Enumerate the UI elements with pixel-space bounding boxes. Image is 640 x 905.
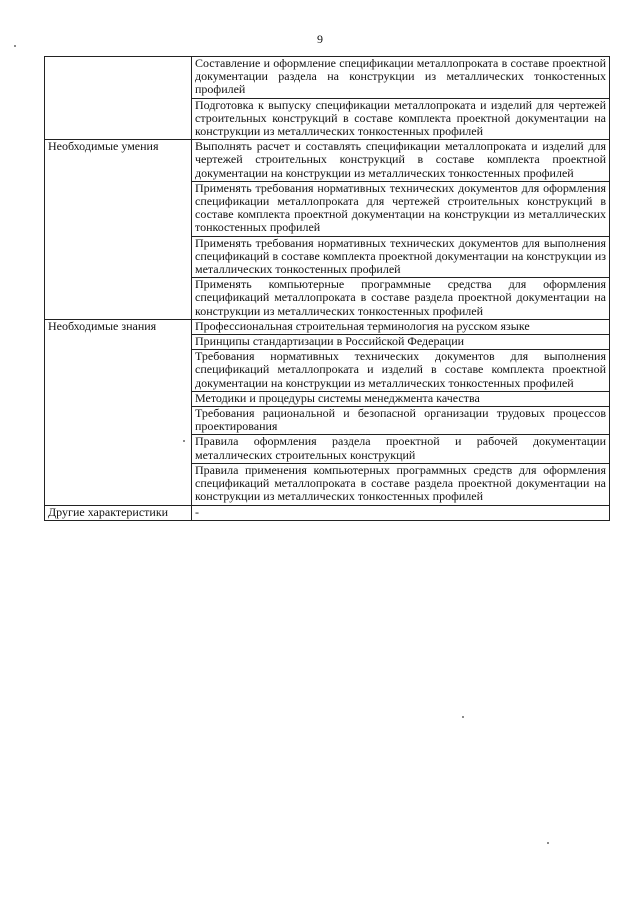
row-group-label: Необходимые умения [45, 140, 192, 320]
requirement-text: Правила применения компьютерных программных средств для оформления спецификаций металлопроката в составе раздела проектной документации на конструкции из металлических тонкостенных профилей [192, 463, 610, 505]
requirement-text: Применять требования нормативных технических документов для оформления спецификации металлопроката для чертежей строительных конструкций в составе комплекта проектной документации на конструкции из металлических тонкостенных профилей [192, 181, 610, 236]
requirement-text: Применять компьютерные программные средства для оформления спецификаций металлопроката в составе раздела проектной документации на конструкции из металлических тонкостенных профилей [192, 278, 610, 320]
row-group-label: Другие характеристики [45, 505, 192, 520]
table-row [45, 57, 610, 99]
requirement-text: Методики и процедуры системы менеджмента качества [192, 391, 610, 406]
row-group-label: Необходимые знания [45, 319, 192, 505]
table-row [45, 505, 610, 520]
requirement-text: Правила оформления раздела проектной и рабочей документации металлических строительных конструкций [192, 435, 610, 463]
table-body [45, 57, 610, 521]
scan-speck [14, 45, 16, 47]
requirement-text: - [192, 505, 610, 520]
requirement-text: Применять требования нормативных технических документов для выполнения спецификаций в составе комплекта проектной документации на конструкции из металлических тонкостенных профилей [192, 236, 610, 278]
page-number: 9 [317, 32, 323, 46]
table-row [45, 319, 610, 334]
requirements-table [44, 56, 610, 521]
table-row [45, 140, 610, 182]
scan-speck [183, 440, 185, 442]
scan-speck [547, 842, 549, 844]
requirement-text: Требования нормативных технических документов для выполнения спецификаций металлопроката и изделий в составе комплекта проектной документации на конструкции из металлических тонкостенных профилей [192, 350, 610, 392]
scan-speck [462, 716, 464, 718]
row-group-label [45, 57, 192, 140]
requirement-text: Профессиональная строительная терминология на русском языке [192, 319, 610, 334]
requirement-text: Подготовка к выпуску спецификации металлопроката и изделий для чертежей строительных конструкций в составе комплекта проектной документации на конструкции из металлических тонкостенных профилей [192, 98, 610, 140]
requirement-text: Требования рациональной и безопасной организации трудовых процессов проектирования [192, 407, 610, 435]
requirement-text: Принципы стандартизации в Российской Федерации [192, 335, 610, 350]
requirement-text: Выполнять расчет и составлять спецификации металлопроката и изделий для чертежей строительных конструкций в составе комплекта проектной документации на конструкции из металлических тонкостенных профилей [192, 140, 610, 182]
requirement-text: Составление и оформление спецификации металлопроката в составе проектной документации раздела на конструкции из металлических тонкостенных профилей [192, 57, 610, 99]
